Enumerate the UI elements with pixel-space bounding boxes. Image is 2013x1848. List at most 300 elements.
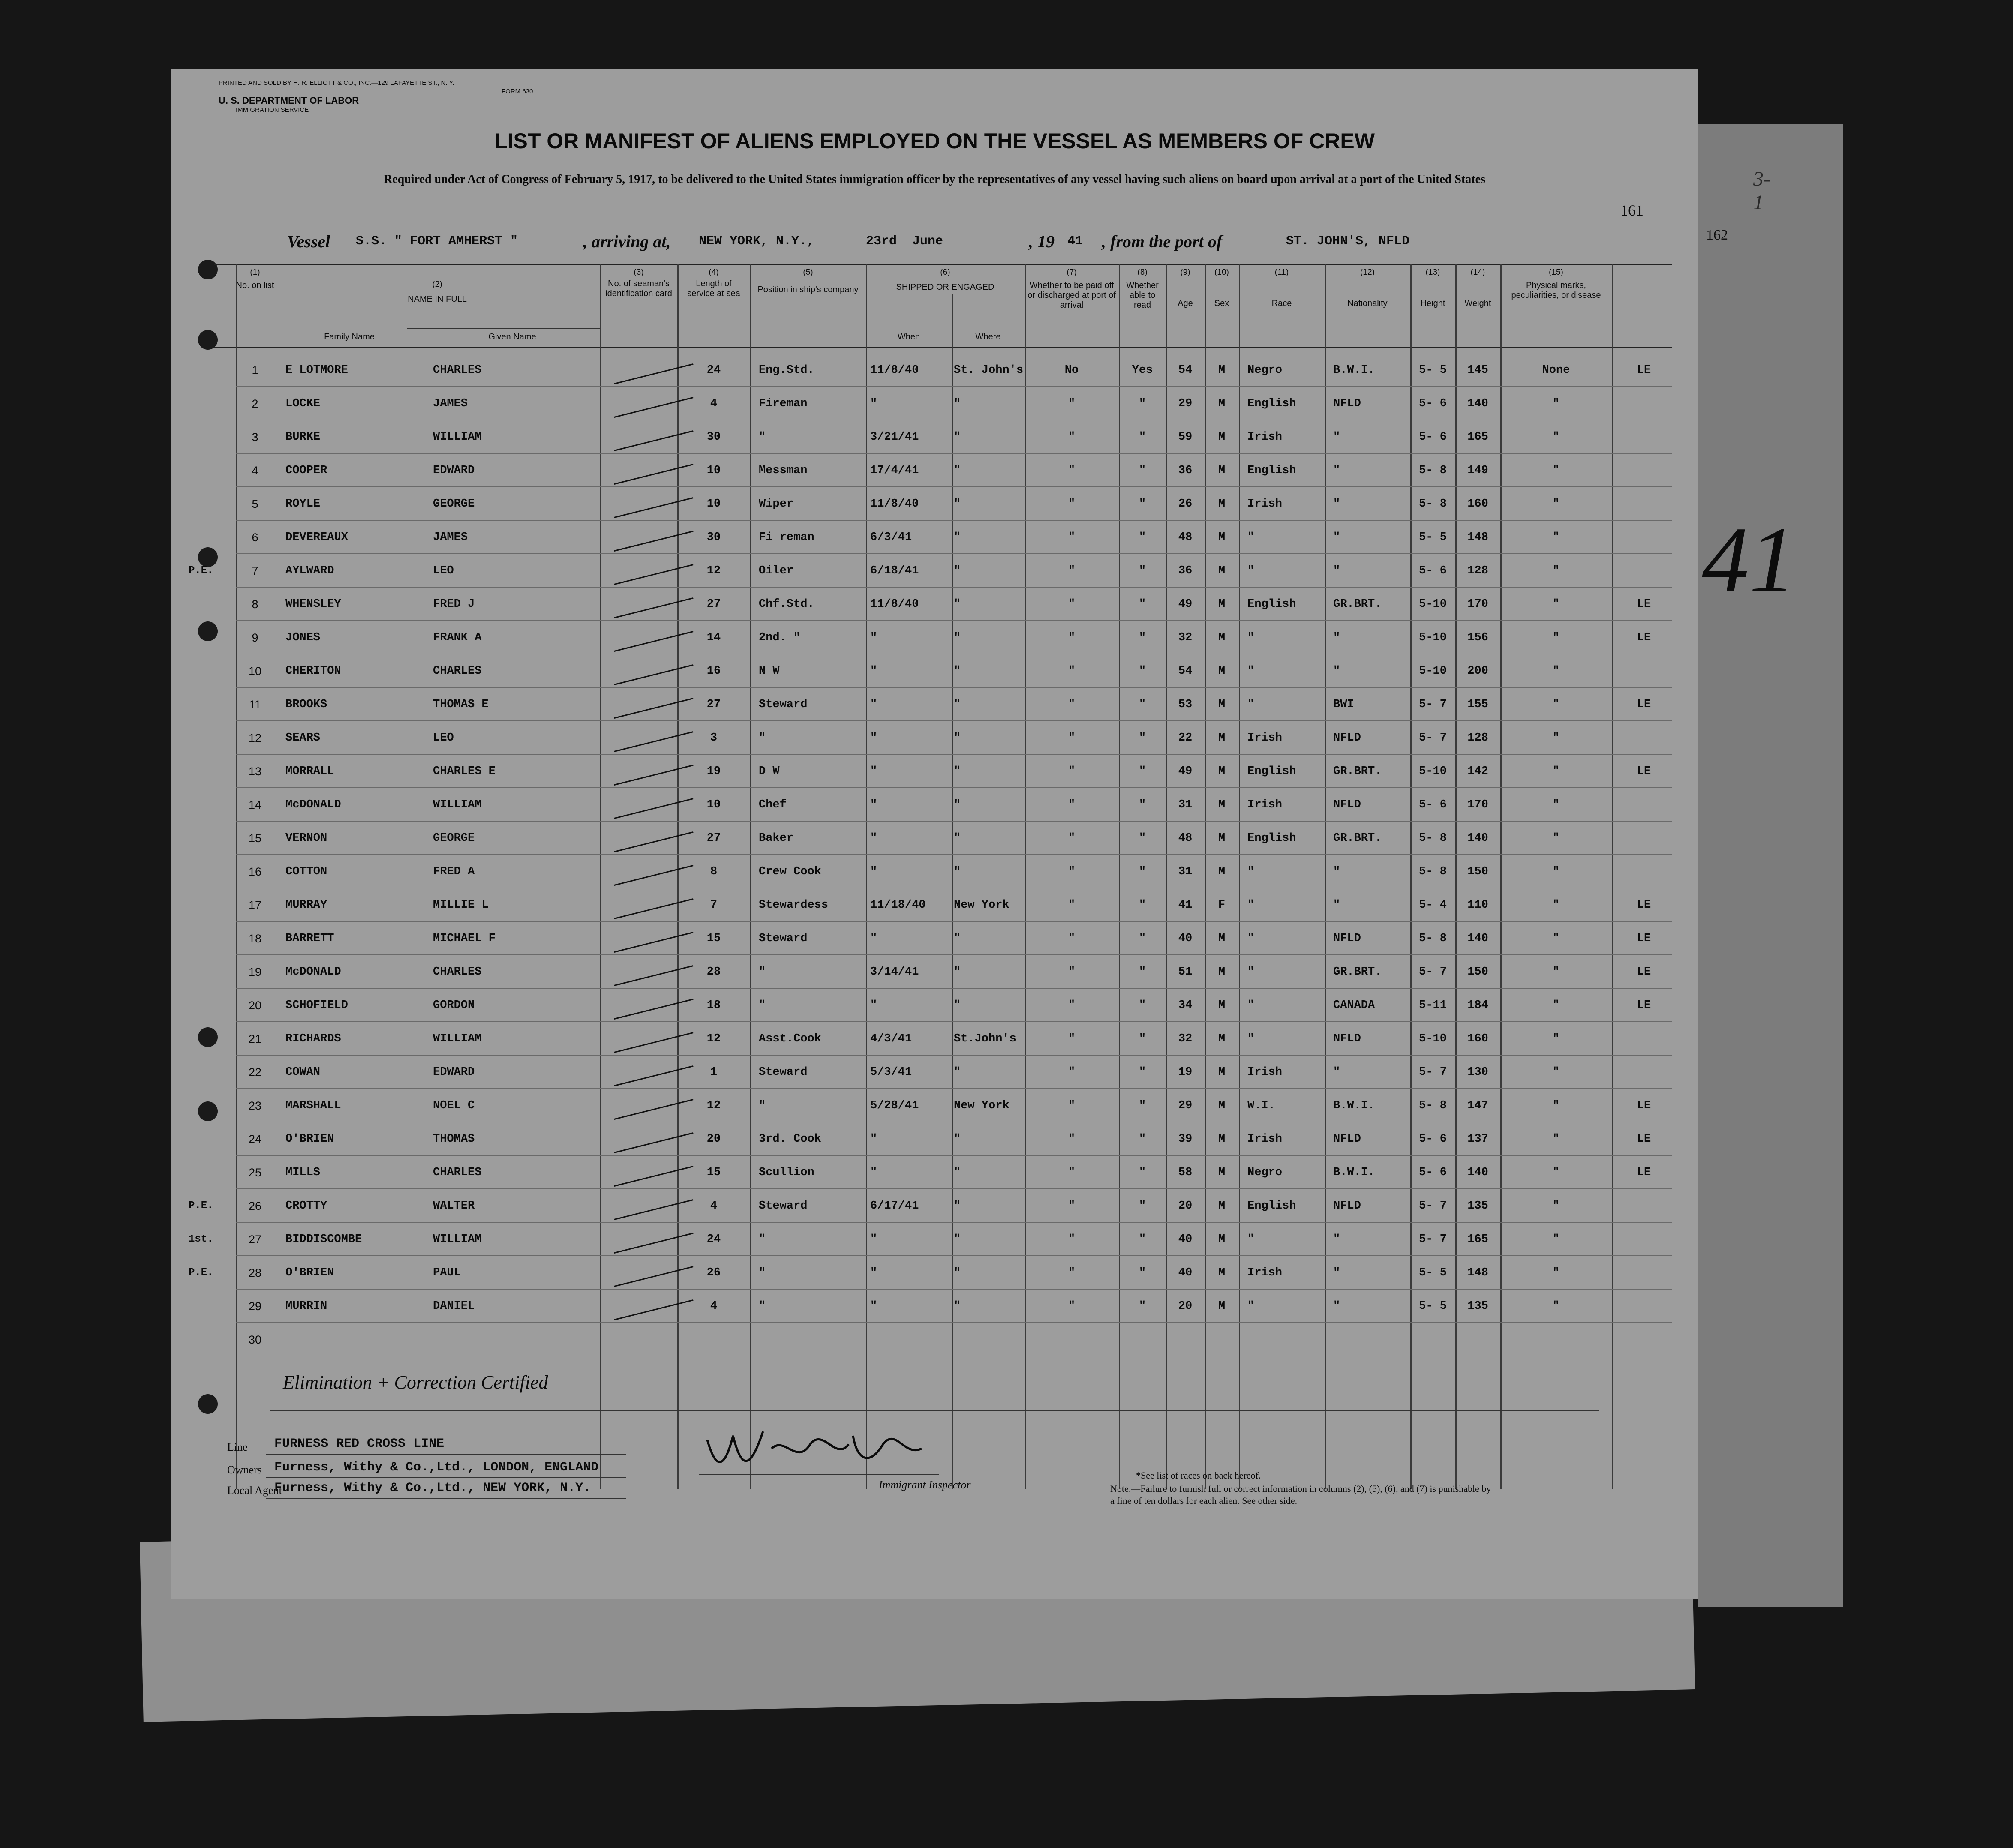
length-of-service: 4 [710, 397, 718, 410]
able-to-read: " [1139, 899, 1146, 912]
table-row [184, 922, 1693, 955]
given-name: JAMES [433, 397, 468, 410]
table-row [184, 387, 1693, 420]
length-of-service: 4 [710, 1300, 718, 1313]
sex: M [1218, 932, 1226, 945]
able-to-read: " [1139, 1233, 1146, 1246]
sex: M [1218, 564, 1226, 577]
table-row [184, 1056, 1693, 1089]
nationality: NFLD [1333, 932, 1361, 945]
row-number: 5 [252, 498, 258, 510]
col-header-marks: Physical marks, peculiarities, or disease [1511, 281, 1601, 300]
given-name: MICHAEL F [433, 932, 496, 945]
weight: 110 [1467, 899, 1488, 912]
engaged-where: " [954, 1266, 961, 1279]
given-name: GEORGE [433, 832, 475, 845]
table-row [184, 688, 1693, 721]
nationality: NFLD [1333, 1032, 1361, 1045]
height: 5- 7 [1419, 966, 1447, 978]
sex: M [1218, 1233, 1226, 1246]
position: Fi reman [759, 531, 814, 544]
able-to-read: " [1139, 698, 1146, 711]
position: N W [759, 665, 780, 678]
engaged-when: 3/14/41 [870, 966, 919, 978]
nationality: B.W.I. [1333, 1166, 1375, 1179]
age: 19 [1178, 1066, 1193, 1079]
engaged-where: " [954, 765, 961, 778]
height: 5- 7 [1419, 1233, 1447, 1246]
weight: 170 [1467, 598, 1488, 611]
engaged-when: " [870, 631, 877, 644]
length-of-service: 24 [706, 364, 721, 377]
length-of-service: 15 [706, 1166, 721, 1179]
able-to-read: " [1139, 1166, 1146, 1179]
row-note [1616, 822, 1672, 855]
page-title: LIST OR MANIFEST OF ALIENS EMPLOYED ON THE VESSEL AS MEMBERS OF CREW [494, 129, 1375, 153]
table-row [184, 1156, 1693, 1189]
engaged-when [870, 1323, 952, 1356]
physical-marks: " [1552, 966, 1560, 978]
able-to-read: " [1139, 966, 1146, 978]
age: 40 [1178, 1233, 1193, 1246]
given-name: EDWARD [433, 464, 475, 477]
race: " [1247, 932, 1255, 945]
row-number: 29 [248, 1300, 262, 1313]
page-subtitle: Required under Act of Congress of February 5, 1917, to be delivered to the United States immigration officer by the representatives of any vessel having such aliens on board upon arrival at a port of the United States [384, 173, 1485, 186]
page-number-right: 162 [1706, 227, 1728, 243]
row-side-mark [189, 1290, 231, 1323]
sex: M [1218, 631, 1226, 644]
paid-off: " [1068, 531, 1076, 544]
family-name: VERNON [285, 832, 327, 845]
physical-marks: " [1552, 1233, 1560, 1246]
sex: M [1218, 1099, 1226, 1112]
engaged-where: " [954, 1133, 961, 1146]
paid-off: " [1068, 832, 1076, 845]
physical-marks: None [1542, 364, 1570, 377]
paid-off: " [1068, 932, 1076, 945]
row-number: 2 [252, 397, 258, 410]
arrival-date: 23rd June [866, 234, 943, 249]
sex: M [1218, 665, 1226, 678]
length-of-service: 10 [706, 464, 721, 477]
height: 5- 7 [1419, 1200, 1447, 1212]
sex: M [1218, 1300, 1226, 1313]
position: D W [759, 765, 780, 778]
paid-off: " [1068, 765, 1076, 778]
page-number: 161 [1620, 202, 1643, 219]
given-name: WILLIAM [433, 1233, 482, 1246]
paid-off: " [1068, 1166, 1076, 1179]
weight: 140 [1467, 932, 1488, 945]
engaged-where: " [954, 665, 961, 678]
weight: 170 [1467, 798, 1488, 811]
sex: M [1218, 464, 1226, 477]
able-to-read: " [1139, 464, 1146, 477]
family-name: MURRAY [285, 899, 327, 912]
race: " [1247, 865, 1255, 878]
sex: M [1218, 431, 1226, 444]
weight: 156 [1467, 631, 1488, 644]
row-side-mark: P.E. [189, 1200, 213, 1212]
given-name: NOEL C [433, 1099, 475, 1112]
row-note [1616, 855, 1672, 888]
race: English [1247, 765, 1296, 778]
physical-marks [1500, 1323, 1612, 1356]
weight: 135 [1467, 1200, 1488, 1212]
row-note: LE [1637, 364, 1651, 377]
paid-off: " [1068, 999, 1076, 1012]
race: English [1247, 397, 1296, 410]
sex: M [1218, 598, 1226, 611]
col-num-14: (14) [1470, 268, 1485, 277]
row-note [1616, 1056, 1672, 1089]
paid-off: " [1068, 464, 1076, 477]
nationality: GR.BRT. [1333, 966, 1382, 978]
table-row [184, 1323, 1693, 1356]
position: Chf.Std. [759, 598, 814, 611]
age: 26 [1178, 498, 1193, 510]
col-num-5: (5) [803, 268, 813, 277]
table-row [184, 755, 1693, 788]
row-note: LE [1637, 598, 1651, 611]
row-note [1616, 654, 1672, 688]
height: 5- 6 [1419, 798, 1447, 811]
family-name: LOCKE [285, 397, 321, 410]
line-value: FURNESS RED CROSS LINE [274, 1437, 445, 1451]
row-note: LE [1637, 966, 1651, 978]
physical-marks: " [1552, 1166, 1560, 1179]
row-note: LE [1637, 631, 1651, 644]
sex: M [1218, 832, 1226, 845]
nationality: " [1333, 498, 1340, 510]
nationality: " [1333, 665, 1340, 678]
position: Steward [759, 1066, 808, 1079]
physical-marks: " [1552, 498, 1560, 510]
family-name: COTTON [285, 865, 327, 878]
col-header-service: Length of service at sea [687, 279, 740, 298]
agent-value: Furness, Withy & Co.,Ltd., NEW YORK, N.Y. [274, 1481, 591, 1495]
engaged-where: " [954, 732, 961, 744]
table-row [184, 521, 1693, 554]
age: 49 [1178, 598, 1193, 611]
weight: 140 [1467, 832, 1488, 845]
row-side-mark [189, 621, 231, 654]
weight: 147 [1467, 1099, 1488, 1112]
table-row [184, 888, 1693, 922]
able-to-read: " [1139, 999, 1146, 1012]
engaged-where: " [954, 631, 961, 644]
row-side-mark [189, 1122, 231, 1156]
row-note [1616, 1022, 1672, 1056]
table-row [184, 554, 1693, 588]
nationality: NFLD [1333, 397, 1361, 410]
engaged-where: " [954, 999, 961, 1012]
sex: M [1218, 999, 1226, 1012]
family-name: BARRETT [285, 932, 334, 945]
col-header-weight: Weight [1464, 299, 1491, 308]
sex: M [1218, 1200, 1226, 1212]
row-note: LE [1637, 1166, 1651, 1179]
engaged-where: " [954, 1066, 961, 1079]
row-number: 22 [248, 1066, 262, 1079]
physical-marks: " [1552, 564, 1560, 577]
weight: 148 [1467, 531, 1488, 544]
able-to-read: " [1139, 1200, 1146, 1212]
engaged-where: " [954, 798, 961, 811]
engaged-where: " [954, 698, 961, 711]
physical-marks: " [1552, 1266, 1560, 1279]
age: 54 [1178, 665, 1193, 678]
height: 5- 6 [1419, 1133, 1447, 1146]
age: 49 [1178, 765, 1193, 778]
row-number: 3 [252, 431, 258, 444]
handwritten-certification: Elimination + Correction Certified [283, 1372, 548, 1393]
table-row [184, 822, 1693, 855]
arrival-year: 41 [1067, 234, 1083, 249]
engaged-when: 11/18/40 [870, 899, 926, 912]
inspector-signature [699, 1419, 939, 1487]
handwritten-top: 3-1 [1753, 168, 1770, 214]
row-note [1616, 1223, 1672, 1256]
age: 32 [1178, 631, 1193, 644]
weight: 155 [1467, 698, 1488, 711]
race: Irish [1247, 431, 1283, 444]
col-num-1: (1) [250, 268, 260, 277]
able-to-read: " [1139, 1133, 1146, 1146]
handwritten-number: 41 [1702, 507, 1796, 612]
race: Irish [1247, 1066, 1283, 1079]
family-name: BURKE [285, 431, 321, 444]
family-name: BIDDISCOMBE [285, 1233, 362, 1246]
engaged-when: " [870, 765, 877, 778]
row-number: 6 [252, 531, 258, 544]
length-of-service: 18 [706, 999, 721, 1012]
length-of-service: 27 [706, 832, 721, 845]
age: 31 [1178, 865, 1193, 878]
position: " [759, 1266, 766, 1279]
physical-marks: " [1552, 431, 1560, 444]
row-side-mark [189, 654, 231, 688]
nationality: " [1333, 865, 1340, 878]
weight: 184 [1467, 999, 1488, 1012]
family-name: SEARS [285, 732, 321, 744]
able-to-read: " [1139, 798, 1146, 811]
row-side-mark [189, 755, 231, 788]
length-of-service: 3 [710, 732, 718, 744]
sex: M [1218, 966, 1226, 978]
height: 5- 5 [1419, 531, 1447, 544]
race: " [1247, 1032, 1255, 1045]
family-name: MURRIN [285, 1300, 327, 1313]
table-row [184, 1122, 1693, 1156]
row-number: 15 [248, 832, 262, 845]
row-side-mark [189, 955, 231, 989]
able-to-read: " [1139, 1266, 1146, 1279]
height: 5- 8 [1419, 498, 1447, 510]
able-to-read: " [1139, 1032, 1146, 1045]
row-side-mark [189, 822, 231, 855]
family-name: AYLWARD [285, 564, 334, 577]
table-row [184, 1290, 1693, 1323]
owners-label: Owners [227, 1464, 262, 1476]
engaged-when: 3/21/41 [870, 431, 919, 444]
able-to-read: " [1139, 1099, 1146, 1112]
table-row [184, 621, 1693, 654]
paid-off [1025, 1323, 1119, 1356]
given-name: FRED J [433, 598, 475, 611]
row-number: 9 [252, 631, 258, 644]
col-num-13: (13) [1425, 268, 1440, 277]
nationality: " [1333, 431, 1340, 444]
row-note [1616, 554, 1672, 588]
race: Irish [1247, 498, 1283, 510]
height: 5- 6 [1419, 397, 1447, 410]
position: Asst.Cook [759, 1032, 821, 1045]
family-name: CHERITON [285, 665, 341, 678]
given-name: LEO [433, 564, 454, 577]
row-number: 21 [248, 1032, 262, 1045]
length-of-service: 4 [710, 1200, 718, 1212]
weight: 140 [1467, 1166, 1488, 1179]
table-row [184, 1089, 1693, 1122]
able-to-read: " [1139, 1066, 1146, 1079]
height: 5- 6 [1419, 1166, 1447, 1179]
physical-marks: " [1552, 932, 1560, 945]
engaged-when: " [870, 1133, 877, 1146]
race: Irish [1247, 732, 1283, 744]
row-number: 23 [248, 1099, 262, 1112]
paid-off: " [1068, 397, 1076, 410]
able-to-read: " [1139, 431, 1146, 444]
engaged-where: " [954, 932, 961, 945]
age: 58 [1178, 1166, 1193, 1179]
col-num-10: (10) [1214, 268, 1229, 277]
age: 53 [1178, 698, 1193, 711]
engaged-when: 5/28/41 [870, 1099, 919, 1112]
race: " [1247, 698, 1255, 711]
physical-marks: " [1552, 1133, 1560, 1146]
age [1166, 1323, 1205, 1356]
table-row [184, 654, 1693, 688]
weight: 137 [1467, 1133, 1488, 1146]
height: 5- 7 [1419, 698, 1447, 711]
inspector-label: Immigrant Inspector [879, 1479, 971, 1491]
physical-marks: " [1552, 397, 1560, 410]
position: Baker [759, 832, 794, 845]
able-to-read: " [1139, 498, 1146, 510]
weight: 140 [1467, 397, 1488, 410]
table-row [184, 487, 1693, 521]
position: " [759, 732, 766, 744]
race: Irish [1247, 798, 1283, 811]
row-note [1616, 521, 1672, 554]
height: 5-10 [1419, 1032, 1447, 1045]
paid-off: " [1068, 899, 1076, 912]
able-to-read: " [1139, 397, 1146, 410]
row-note: LE [1637, 999, 1651, 1012]
race: English [1247, 1200, 1296, 1212]
engaged-where: " [954, 1200, 961, 1212]
engaged-when: " [870, 1266, 877, 1279]
family-name: COOPER [285, 464, 327, 477]
engaged-when: 11/8/40 [870, 364, 919, 377]
length-of-service: 16 [706, 665, 721, 678]
paid-off: " [1068, 1266, 1076, 1279]
physical-marks: " [1552, 865, 1560, 878]
col-num-7: (7) [1067, 268, 1077, 277]
paid-off: " [1068, 698, 1076, 711]
weight: 142 [1467, 765, 1488, 778]
height: 5-10 [1419, 598, 1447, 611]
length-of-service: 30 [706, 531, 721, 544]
age: 31 [1178, 798, 1193, 811]
length-of-service: 12 [706, 1099, 721, 1112]
engaged-when: " [870, 698, 877, 711]
age: 40 [1178, 932, 1193, 945]
engaged-where: " [954, 1300, 961, 1313]
row-note: LE [1637, 1099, 1651, 1112]
col-header-when: When [897, 332, 920, 342]
engaged-when: 6/17/41 [870, 1200, 919, 1212]
nationality: " [1333, 631, 1340, 644]
length-of-service: 10 [706, 498, 721, 510]
physical-marks: " [1552, 1066, 1560, 1079]
weight: 128 [1467, 732, 1488, 744]
nationality: " [1333, 1300, 1340, 1313]
row-number: 25 [248, 1166, 262, 1179]
height: 5- 5 [1419, 1266, 1447, 1279]
race [1247, 1323, 1325, 1356]
race: " [1247, 631, 1255, 644]
family-name: MARSHALL [285, 1099, 341, 1112]
race: Irish [1247, 1133, 1283, 1146]
race: " [1247, 1233, 1255, 1246]
sex: M [1218, 1266, 1226, 1279]
length-of-service: 12 [706, 564, 721, 577]
col-header-where: Where [975, 332, 1001, 342]
arrival-port: NEW YORK, N.Y., [699, 234, 815, 249]
row-side-mark [189, 888, 231, 922]
nationality: GR.BRT. [1333, 832, 1382, 845]
fine-note: Note.—Failure to furnish full or correct information in columns (2), (5), (6), and (7) is punishable by a fine of ten dollars for each alien. See other side. [1110, 1483, 1491, 1506]
engaged-when: " [870, 798, 877, 811]
position: Eng.Std. [759, 364, 814, 377]
paid-off: " [1068, 598, 1076, 611]
row-number: 8 [252, 598, 258, 611]
race: Irish [1247, 1266, 1283, 1279]
from-port: ST. JOHN'S, NFLD [1286, 234, 1410, 249]
able-to-read: " [1139, 631, 1146, 644]
col-num-12: (12) [1360, 268, 1375, 277]
able-to-read: " [1139, 932, 1146, 945]
row-number: 12 [248, 732, 262, 744]
given-name: LEO [433, 732, 454, 744]
given-name: WILLIAM [433, 1032, 482, 1045]
position: Fireman [759, 397, 808, 410]
given-name: CHARLES [433, 364, 482, 377]
col-header-name: NAME IN FULL [408, 294, 467, 304]
able-to-read: " [1139, 531, 1146, 544]
row-number: 28 [248, 1266, 262, 1279]
height: 5- 8 [1419, 865, 1447, 878]
row-note [1616, 1290, 1672, 1323]
weight: 150 [1467, 865, 1488, 878]
family-name: SCHOFIELD [285, 999, 348, 1012]
physical-marks: " [1552, 665, 1560, 678]
length-of-service: 15 [706, 932, 721, 945]
family-name [285, 1323, 427, 1356]
